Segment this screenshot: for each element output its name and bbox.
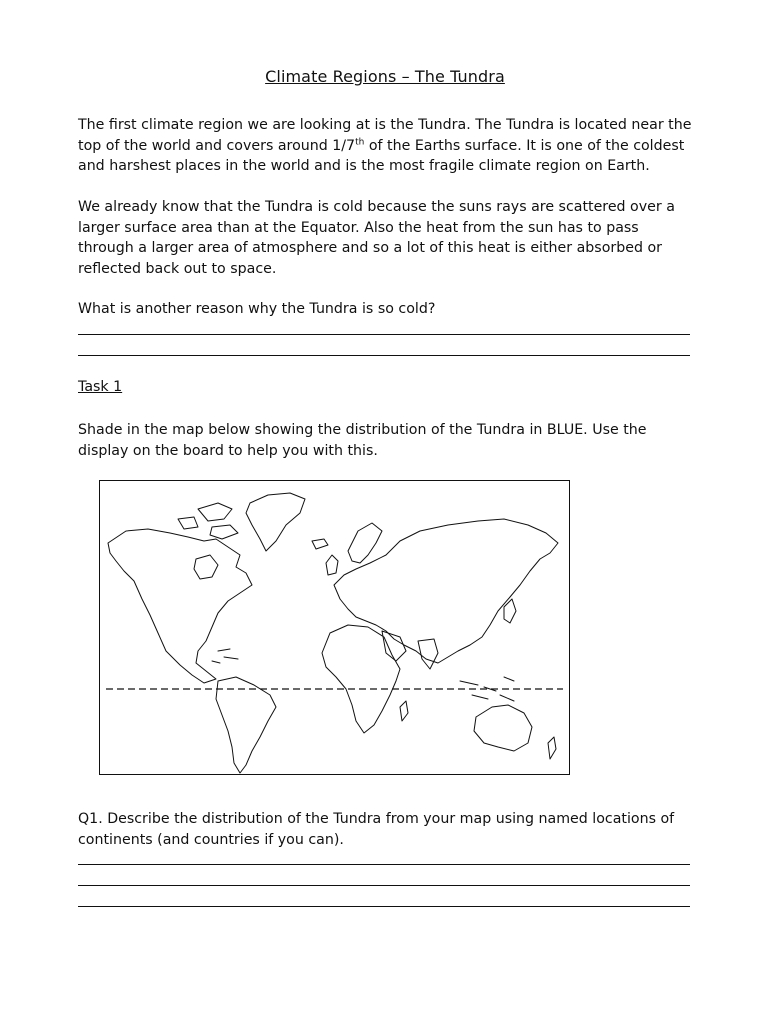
hudson-bay-outline	[194, 555, 218, 579]
question-reason: What is another reason why the Tundra is so cold?	[78, 301, 436, 317]
south-america-outline	[216, 677, 276, 773]
india-outline	[418, 639, 438, 669]
new-zealand-outline	[548, 737, 556, 759]
page-title: Climate Regions – The Tundra	[265, 67, 505, 86]
explanation-paragraph: We already know that the Tundra is cold because the suns rays are scattered over a larger surface area than at the Equator. Also the heat from the sun has to pass through a larger area of atmosphere and so a lot of this heat is either absorbed or reflected back out to space.	[78, 199, 675, 277]
australia-outline	[474, 705, 532, 751]
intro-paragraph	[78, 115, 698, 177]
eurasia-outline	[334, 519, 558, 663]
caribbean-outline	[212, 649, 238, 663]
task-instruction: Shade in the map below showing the distribution of the Tundra in BLUE. Use the display on the board to help you with this.	[78, 422, 647, 459]
answer-line	[78, 334, 690, 335]
intro-text-part1: The first climate region we are looking at is the Tundra. The Tundra is located near the top of the world and covers around 1/7	[78, 117, 692, 154]
madagascar-outline	[400, 701, 408, 721]
answer-line	[78, 906, 690, 907]
north-america-outline	[108, 529, 252, 683]
britain-outline	[326, 555, 338, 575]
iceland-outline	[312, 539, 328, 549]
answer-line	[78, 885, 690, 886]
arctic-islands-outline	[178, 503, 238, 539]
intro-text-part2: of the Earths surface. It is one of the coldest and harshest places in the world and is the most fragile climate region on Earth.	[78, 137, 685, 174]
greenland-outline	[246, 493, 305, 551]
africa-outline	[322, 625, 400, 733]
intro-superscript: th	[355, 136, 365, 147]
task-heading: Task 1	[78, 379, 123, 395]
answer-line	[78, 864, 690, 865]
scandinavia-outline	[348, 523, 382, 563]
question-1: Q1. Describe the distribution of the Tundra from your map using named locations of continents (and countries if you can).	[78, 811, 675, 848]
answer-line	[78, 355, 690, 356]
arabia-outline	[382, 631, 406, 661]
world-map	[99, 480, 570, 775]
